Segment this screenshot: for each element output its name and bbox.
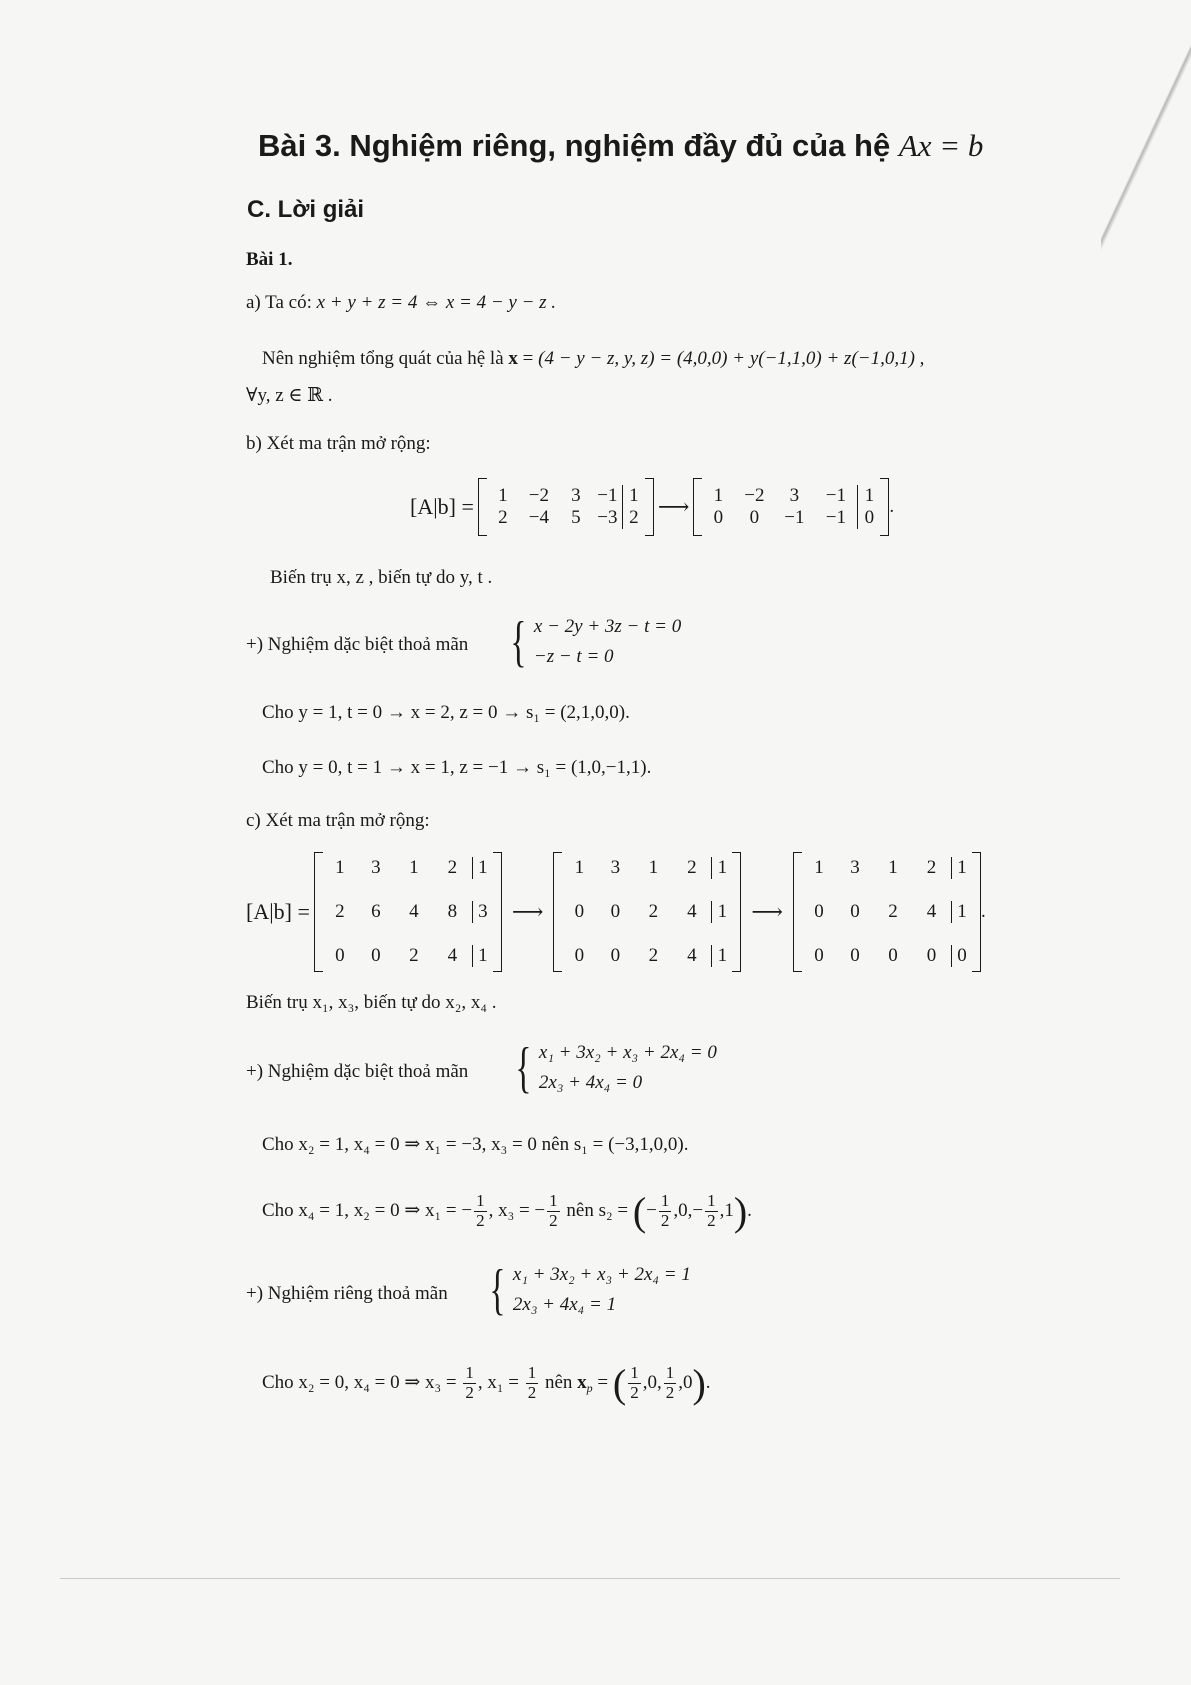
- matrix-cell: 4: [672, 945, 712, 967]
- part-c-system1: { x₁ + 3x₂ + x₃ + 2x₄ = 0 2x₃ + 4x₄ = 0: [515, 1037, 717, 1099]
- matrix-cell: 0: [371, 945, 381, 966]
- augmented-label: [A|b] =: [410, 494, 474, 519]
- matrix-cell: 1: [409, 857, 419, 878]
- matrix-cell: 2: [672, 857, 712, 879]
- matrix-cell: 2: [629, 507, 639, 528]
- matrix-cell: −4: [528, 507, 549, 528]
- matrix-cell: 1: [648, 857, 659, 878]
- matrix-cell: 1: [478, 945, 488, 966]
- matrix-cell: 1: [888, 857, 898, 878]
- matrix-cell: 3: [571, 485, 581, 506]
- matrix-cell: −2: [744, 485, 765, 506]
- matrix-cell: 4: [433, 945, 473, 967]
- matrix-cell: 5: [571, 507, 581, 528]
- matrix-cell: 0: [912, 945, 952, 967]
- matrix-cell: 3: [850, 857, 860, 878]
- matrix-c2: [562, 857, 732, 967]
- exercise-label: Bài 1.: [246, 249, 293, 270]
- matrix-cell: 0: [610, 901, 621, 922]
- matrix-cell: 0: [574, 945, 585, 966]
- matrix-cell: 2: [648, 945, 659, 966]
- arrow-icon: ⟶: [751, 899, 783, 924]
- matrix-cell: 8: [433, 901, 473, 923]
- matrix-cell: 1: [717, 857, 728, 878]
- page-title: Bài 3. Nghiệm riêng, nghiệm đầy đủ của hệ Ax = b: [258, 128, 984, 163]
- matrix-cell: 4: [409, 901, 419, 922]
- footer-rule: [60, 1578, 1120, 1579]
- matrix-cell: 3: [371, 857, 381, 878]
- matrix-cell: 2: [335, 901, 345, 922]
- matrix-cell: 1: [957, 901, 967, 922]
- matrix-cell: 0: [957, 945, 967, 966]
- part-c-vars: Biến trụ x₁, x₃, biến tự do x₂, x₄ .: [246, 992, 497, 1013]
- matrix-cell: 1: [498, 485, 508, 506]
- part-a-line2: Nên nghiệm tổng quát của hệ là x = (4 − y − z, y, z) = (4,0,0) + y(−1,1,0) + z(−1,0,1) ,: [262, 348, 925, 369]
- matrix-cell: 0: [749, 507, 760, 528]
- matrix-cell: 1: [478, 857, 488, 878]
- part-a-line3: ∀y, z ∈ ℝ .: [246, 385, 333, 406]
- matrix-cell: 1: [574, 857, 585, 878]
- matrix-b1: [487, 485, 645, 529]
- part-b-label: b) Xét ma trận mở rộng:: [246, 433, 431, 454]
- matrix-cell: 1: [717, 901, 728, 922]
- matrix-cell: −3: [593, 507, 623, 529]
- matrix-cell: 1: [713, 485, 724, 506]
- matrix-b2: [702, 485, 880, 529]
- matrix-cell: 4: [912, 901, 952, 923]
- part-c-matrix-row: [A|b] = 1 3 1 2 1 2 6 4 8 3 0 0 2 4 1 ⟶ 1 3 1 2 1 0 0 2 4 1 0 0 2 4 1 ⟶ 1 3 1 2 1 0 0 2 4 1 0 0 0 0 0 .: [246, 852, 986, 972]
- matrix-cell: 0: [335, 945, 345, 966]
- matrix-cell: 1: [717, 945, 728, 966]
- matrix-cell: 1: [864, 485, 875, 506]
- part-c-particular-label: +) Nghiệm riêng thoả mãn: [246, 1283, 448, 1304]
- matrix-cell: 1: [957, 857, 967, 878]
- arrow-icon: ⟶: [511, 899, 544, 924]
- part-c-case3: Cho x₂ = 0, x₄ = 0 ⇒ x₃ = $\frac{1}{2}$ , x₁ = $\frac{1}{2}$ nên $x_p$ = ( $\frac{1}{2}$ ,0, $\frac{1}{2}$ ,0).: [262, 1361, 711, 1406]
- section-heading: C. Lời giải: [247, 196, 365, 223]
- page-edge-shadow: [1101, 0, 1191, 300]
- arrow-icon: ⟶: [657, 494, 690, 519]
- matrix-cell: 2: [498, 507, 508, 528]
- matrix-cell: 3: [478, 901, 488, 922]
- matrix-cell: −1: [814, 485, 858, 507]
- matrix-cell: 4: [672, 901, 712, 923]
- matrix-cell: −1: [814, 507, 858, 529]
- matrix-cell: 2: [888, 901, 898, 922]
- matrix-cell: 0: [888, 945, 898, 966]
- part-c-special-label: +) Nghiệm dặc biệt thoả mãn: [246, 1061, 469, 1082]
- matrix-cell: 0: [574, 901, 585, 922]
- matrix-cell: 0: [850, 945, 860, 966]
- part-b-matrix-row: [A|b] = 1 −2 3 −1 1 2 −4 5 −3 2 ⟶ 1 −2 3 −1 1 0 0 −1 −1 0 .: [410, 478, 894, 536]
- matrix-cell: −1: [593, 485, 623, 507]
- part-b-vars: Biến trụ x, z , biến tự do y, t .: [270, 567, 493, 588]
- matrix-cell: 1: [629, 485, 639, 506]
- matrix-cell: 2: [648, 901, 659, 922]
- part-c-case1: Cho x₂ = 1, x₄ = 0 ⇒ x₁ = −3, x₃ = 0 nên s₁ = (−3,1,0,0).: [262, 1134, 689, 1155]
- matrix-cell: 2: [433, 857, 473, 879]
- matrix-cell: 1: [335, 857, 345, 878]
- part-b-case1: Cho y = 1, t = 0 → x = 2, z = 0 → s₁ = (2,1,0,0).: [262, 702, 630, 723]
- matrix-cell: 0: [713, 507, 724, 528]
- part-c-label: c) Xét ma trận mở rộng:: [246, 810, 430, 831]
- matrix-cell: 3: [610, 857, 621, 878]
- matrix-cell: 3: [789, 485, 800, 506]
- matrix-cell: −1: [784, 507, 805, 528]
- matrix-cell: 0: [864, 507, 875, 528]
- matrix-cell: 1: [814, 857, 824, 878]
- part-b-system: { x − 2y + 3z − t = 0 −z − t = 0: [510, 611, 682, 673]
- augmented-label: [A|b] =: [246, 899, 310, 924]
- matrix-c3: [802, 857, 972, 967]
- matrix-cell: 2: [912, 857, 952, 879]
- part-c-case2: Cho x₄ = 1, x₂ = 0 ⇒ x₁ = − $\frac{1}{2}$ , x₃ = − $\frac{1}{2}$ nên s₂ = (− $\frac{1}{2}$ ,0,− $\frac{1}{2}$ ,1).: [262, 1189, 752, 1234]
- part-b-case2: Cho y = 0, t = 1 → x = 1, z = −1 → s₁ = (1,0,−1,1).: [262, 757, 652, 778]
- part-a-line1: a) Ta có: x + y + z = 4 ⇔ x = 4 − y − z .: [246, 292, 557, 313]
- matrix-cell: 6: [371, 901, 381, 922]
- matrix-cell: 0: [814, 901, 824, 922]
- matrix-cell: −2: [528, 485, 549, 506]
- matrix-cell: 0: [610, 945, 621, 966]
- matrix-cell: 2: [409, 945, 419, 966]
- matrix-cell: 0: [850, 901, 860, 922]
- title-equation: Ax = b: [898, 128, 984, 163]
- part-c-system2: { x₁ + 3x₂ + x₃ + 2x₄ = 1 2x₃ + 4x₄ = 1: [489, 1259, 691, 1321]
- matrix-cell: 0: [814, 945, 824, 966]
- matrix-c1: [323, 857, 493, 967]
- part-b-special-label: +) Nghiệm dặc biệt thoả mãn: [246, 634, 469, 655]
